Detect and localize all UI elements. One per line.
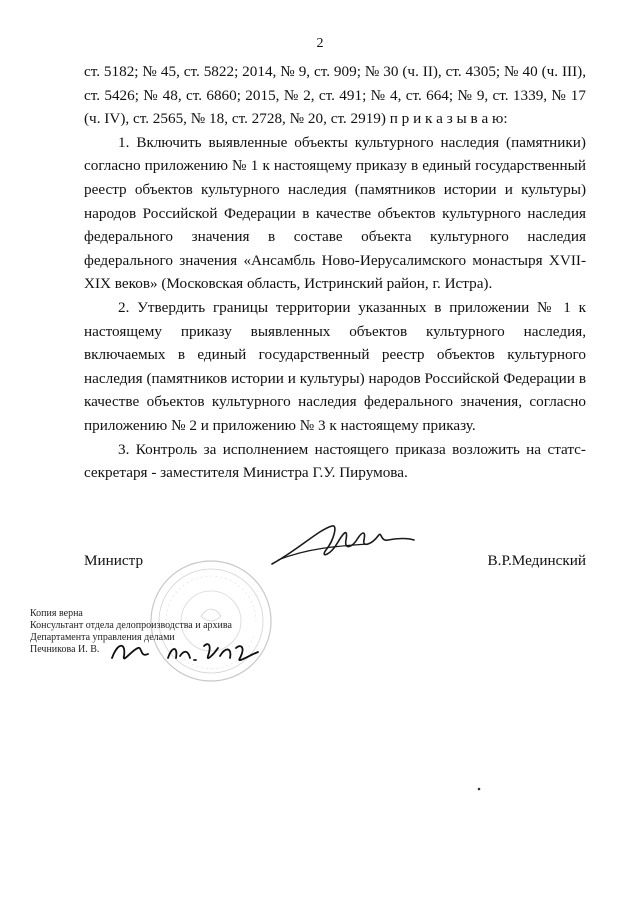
minister-signature: [268, 520, 418, 570]
order-item-1: 1. Включить выявленные объекты культурного наследия (памятники) согласно приложению № 1 к настоящему приказу в единый государственный реестр объектов культурного наследия (памятников истории и культуры) народов Российской Федерации в качестве объектов культурного наследия федерального значения в составе объекта культурного наследия федерального значения «Ансамбль Ново-Иерусалимского монастыря XVII-XIX веков» (Московская область, Истринский район, г. Истра).: [84, 133, 586, 293]
order-item-2: 2. Утвердить границы территории указанных в приложении № 1 к настоящему приказу выявленных объектов культурного наследия, включаемых в единый государственный реестр объектов культурного наследия (памятников истории и культуры) народов Российской Федерации в качестве объектов культурного наследия федерального значения, согласно приложению № 2 и приложению № 3 к настоящему приказу.: [84, 298, 586, 434]
copy-line-1: Копия верна: [30, 608, 83, 619]
intro-paragraph: ст. 5182; № 45, ст. 5822; 2014, № 9, ст. 909; № 30 (ч. II), ст. 4305; № 40 (ч. III), ст. 5426; № 48, ст. 6860; 2015, № 2, ст. 491; № 4, ст. 664; № 9, ст. 1339, № 17 (ч. IV), ст. 2565, № 18, ст. 2728, № 20, ст. 2919) п р и к а з ы в а ю:: [84, 63, 586, 128]
copy-line-4: Печникова И. В.: [30, 644, 100, 655]
page-number: 2: [316, 36, 324, 51]
order-item-3: 3. Контроль за исполнением настоящего приказа возложить на статс-секретаря - заместителя Министра Г.У. Пирумова.: [84, 440, 586, 482]
handwritten-date-signature: [108, 636, 278, 668]
copy-line-2: Консультант отдела делопроизводства и архива: [30, 620, 232, 631]
pen-mark: [476, 786, 482, 792]
copy-line-3: Департамента управления делами: [30, 632, 175, 643]
document-body: [84, 60, 586, 485]
signatory-title: Министр: [84, 552, 144, 569]
signatory-name: В.Р.Мединский: [487, 552, 586, 569]
